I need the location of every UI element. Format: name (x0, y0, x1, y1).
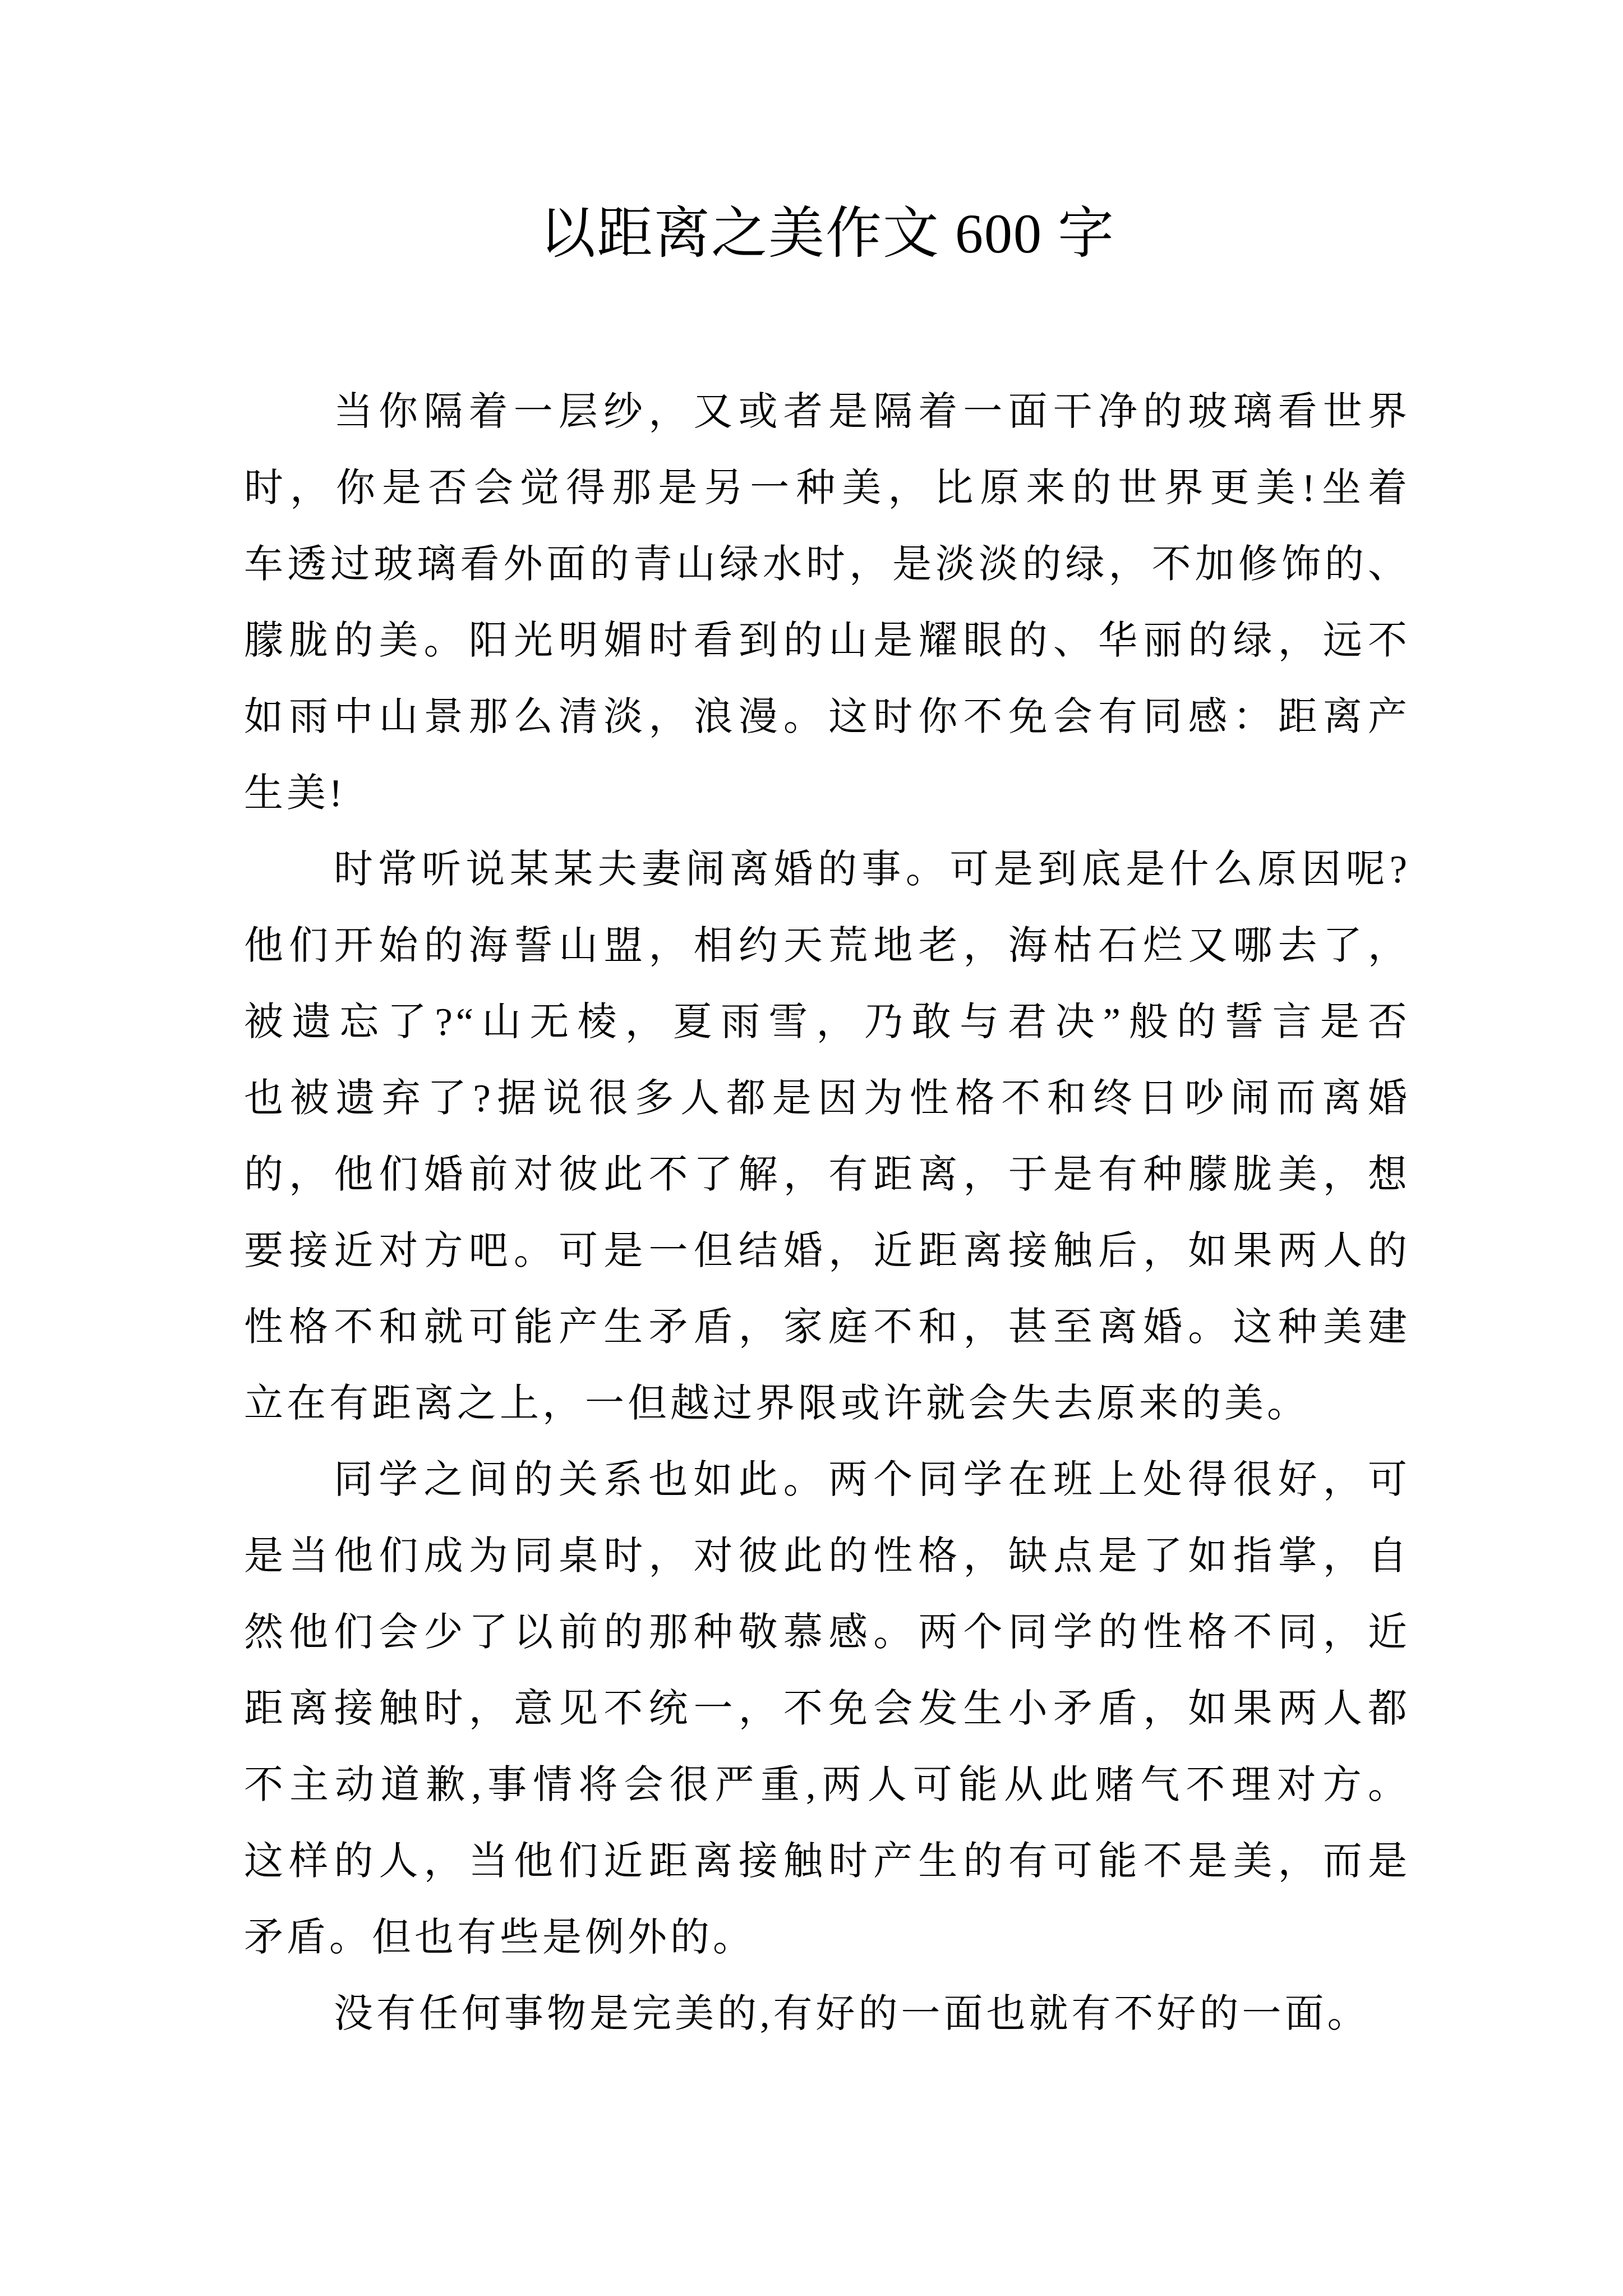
text-line: 也被遗弃了?据说很多人都是因为性格不和终日吵闹而离婚 (244, 1077, 1410, 1120)
text-line: 这样的人，当他们近距离接触时产生的有可能不是美，而是 (244, 1840, 1410, 1883)
text-line: 他们开始的海誓山盟，相约天荒地老，海枯石烂又哪去了， (244, 924, 1410, 968)
text-line: 朦胧的美。阳光明媚时看到的山是耀眼的、华丽的绿，远不 (244, 619, 1410, 662)
text-line: 的，他们婚前对彼此不了解，有距离，于是有种朦胧美，想 (244, 1153, 1410, 1197)
document-body (0, 374, 1623, 2053)
text-line: 时常听说某某夫妻闹离婚的事。可是到底是什么原因呢? (334, 848, 1410, 891)
text-line: 距离接触时，意见不统一，不免会发生小矛盾，如果两人都 (244, 1687, 1410, 1731)
text-line: 性格不和就可能产生矛盾，家庭不和，甚至离婚。这种美建 (244, 1306, 1410, 1349)
text-line: 同学之间的关系也如此。两个同学在班上处得很好，可 (334, 1458, 1410, 1502)
text-line: 当你隔着一层纱，又或者是隔着一面干净的玻璃看世界 (334, 390, 1410, 434)
text-line: 是当他们成为同桌时，对彼此的性格，缺点是了如指掌，自 (244, 1535, 1410, 1578)
document-title: 以距离之美作文 600 字 (540, 203, 1115, 265)
text-line: 立在有距离之上，一但越过界限或许就会失去原来的美。 (244, 1382, 1310, 1425)
text-line: 生美! (244, 772, 346, 815)
text-line: 矛盾。但也有些是例外的。 (244, 1916, 755, 1959)
text-line: 时，你是否会觉得那是另一种美，比原来的世界更美!坐着 (244, 467, 1410, 510)
text-line: 要接近对方吧。可是一但结婚，近距离接触后，如果两人的 (244, 1230, 1410, 1273)
text-line: 被遗忘了?“山无棱，夏雨雪，乃敢与君决”般的誓言是否 (244, 1001, 1410, 1044)
text-line: 车透过玻璃看外面的青山绿水时，是淡淡的绿，不加修饰的、 (244, 543, 1410, 586)
text-line: 然他们会少了以前的那种敬慕感。两个同学的性格不同，近 (244, 1611, 1410, 1654)
text-line: 不主动道歉,事情将会很严重,两人可能从此赌气不理对方。 (244, 1764, 1410, 1807)
text-line: 没有任何事物是完美的,有好的一面也就有不好的一面。 (334, 1993, 1370, 2036)
text-line: 如雨中山景那么清淡，浪漫。这时你不免会有同感：距离产 (244, 696, 1410, 739)
